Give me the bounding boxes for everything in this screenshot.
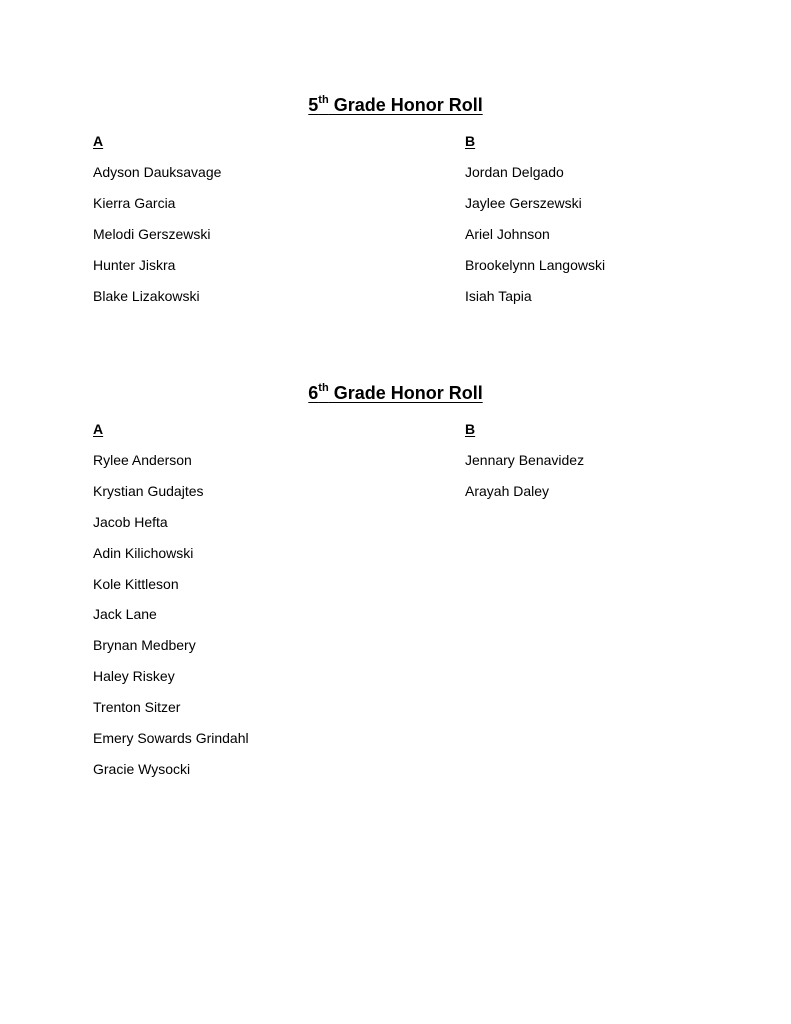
list-item: Brynan Medbery bbox=[93, 637, 196, 654]
column-a bbox=[93, 419, 249, 790]
name-list bbox=[465, 162, 605, 306]
list-item: Adyson Dauksavage bbox=[93, 164, 222, 180]
column-b-header: B bbox=[465, 133, 476, 149]
list-item: Jennary Benavidez bbox=[465, 452, 585, 468]
list-item: Adin Kilichowski bbox=[93, 544, 194, 561]
column-a-header: A bbox=[93, 133, 104, 149]
name-list bbox=[93, 162, 221, 306]
column-b-header: B bbox=[465, 421, 476, 437]
column-b bbox=[465, 131, 605, 316]
grade-suffix: th bbox=[318, 382, 329, 394]
grade-number: 5 bbox=[308, 95, 319, 115]
list-item: Gracie Wysocki bbox=[93, 760, 191, 777]
list-item: Kole Kittleson bbox=[93, 575, 179, 592]
column-b bbox=[465, 419, 584, 512]
grade-number: 6 bbox=[308, 383, 319, 403]
list-item: Jack Lane bbox=[93, 606, 157, 623]
column-a-header: A bbox=[93, 421, 104, 437]
list-item: Melodi Gerszewski bbox=[93, 225, 211, 242]
list-item: Arayah Daley bbox=[465, 482, 550, 499]
list-item: Brookelynn Langowski bbox=[465, 256, 606, 273]
list-item: Hunter Jiskra bbox=[93, 256, 176, 273]
list-item: Isiah Tapia bbox=[465, 287, 532, 304]
list-item: Jacob Hefta bbox=[93, 513, 168, 530]
title-text: Grade Honor Roll bbox=[328, 95, 483, 115]
name-list bbox=[93, 450, 249, 779]
list-item: Trenton Sitzer bbox=[93, 699, 181, 716]
list-item: Blake Lizakowski bbox=[93, 287, 200, 304]
list-item: Krystian Gudajtes bbox=[93, 482, 204, 499]
section-title bbox=[0, 380, 791, 406]
column-a bbox=[93, 131, 221, 316]
list-item: Rylee Anderson bbox=[93, 452, 192, 468]
list-item: Jaylee Gerszewski bbox=[465, 194, 582, 211]
list-item: Ariel Johnson bbox=[465, 225, 550, 242]
list-item: Kierra Garcia bbox=[93, 194, 176, 211]
list-item: Jordan Delgado bbox=[465, 164, 564, 180]
list-item: Emery Sowards Grindahl bbox=[93, 730, 249, 747]
title-text: Grade Honor Roll bbox=[328, 383, 483, 403]
list-item: Haley Riskey bbox=[93, 668, 175, 685]
name-list bbox=[465, 450, 584, 501]
grade-suffix: th bbox=[318, 94, 329, 106]
section-title bbox=[0, 92, 791, 118]
